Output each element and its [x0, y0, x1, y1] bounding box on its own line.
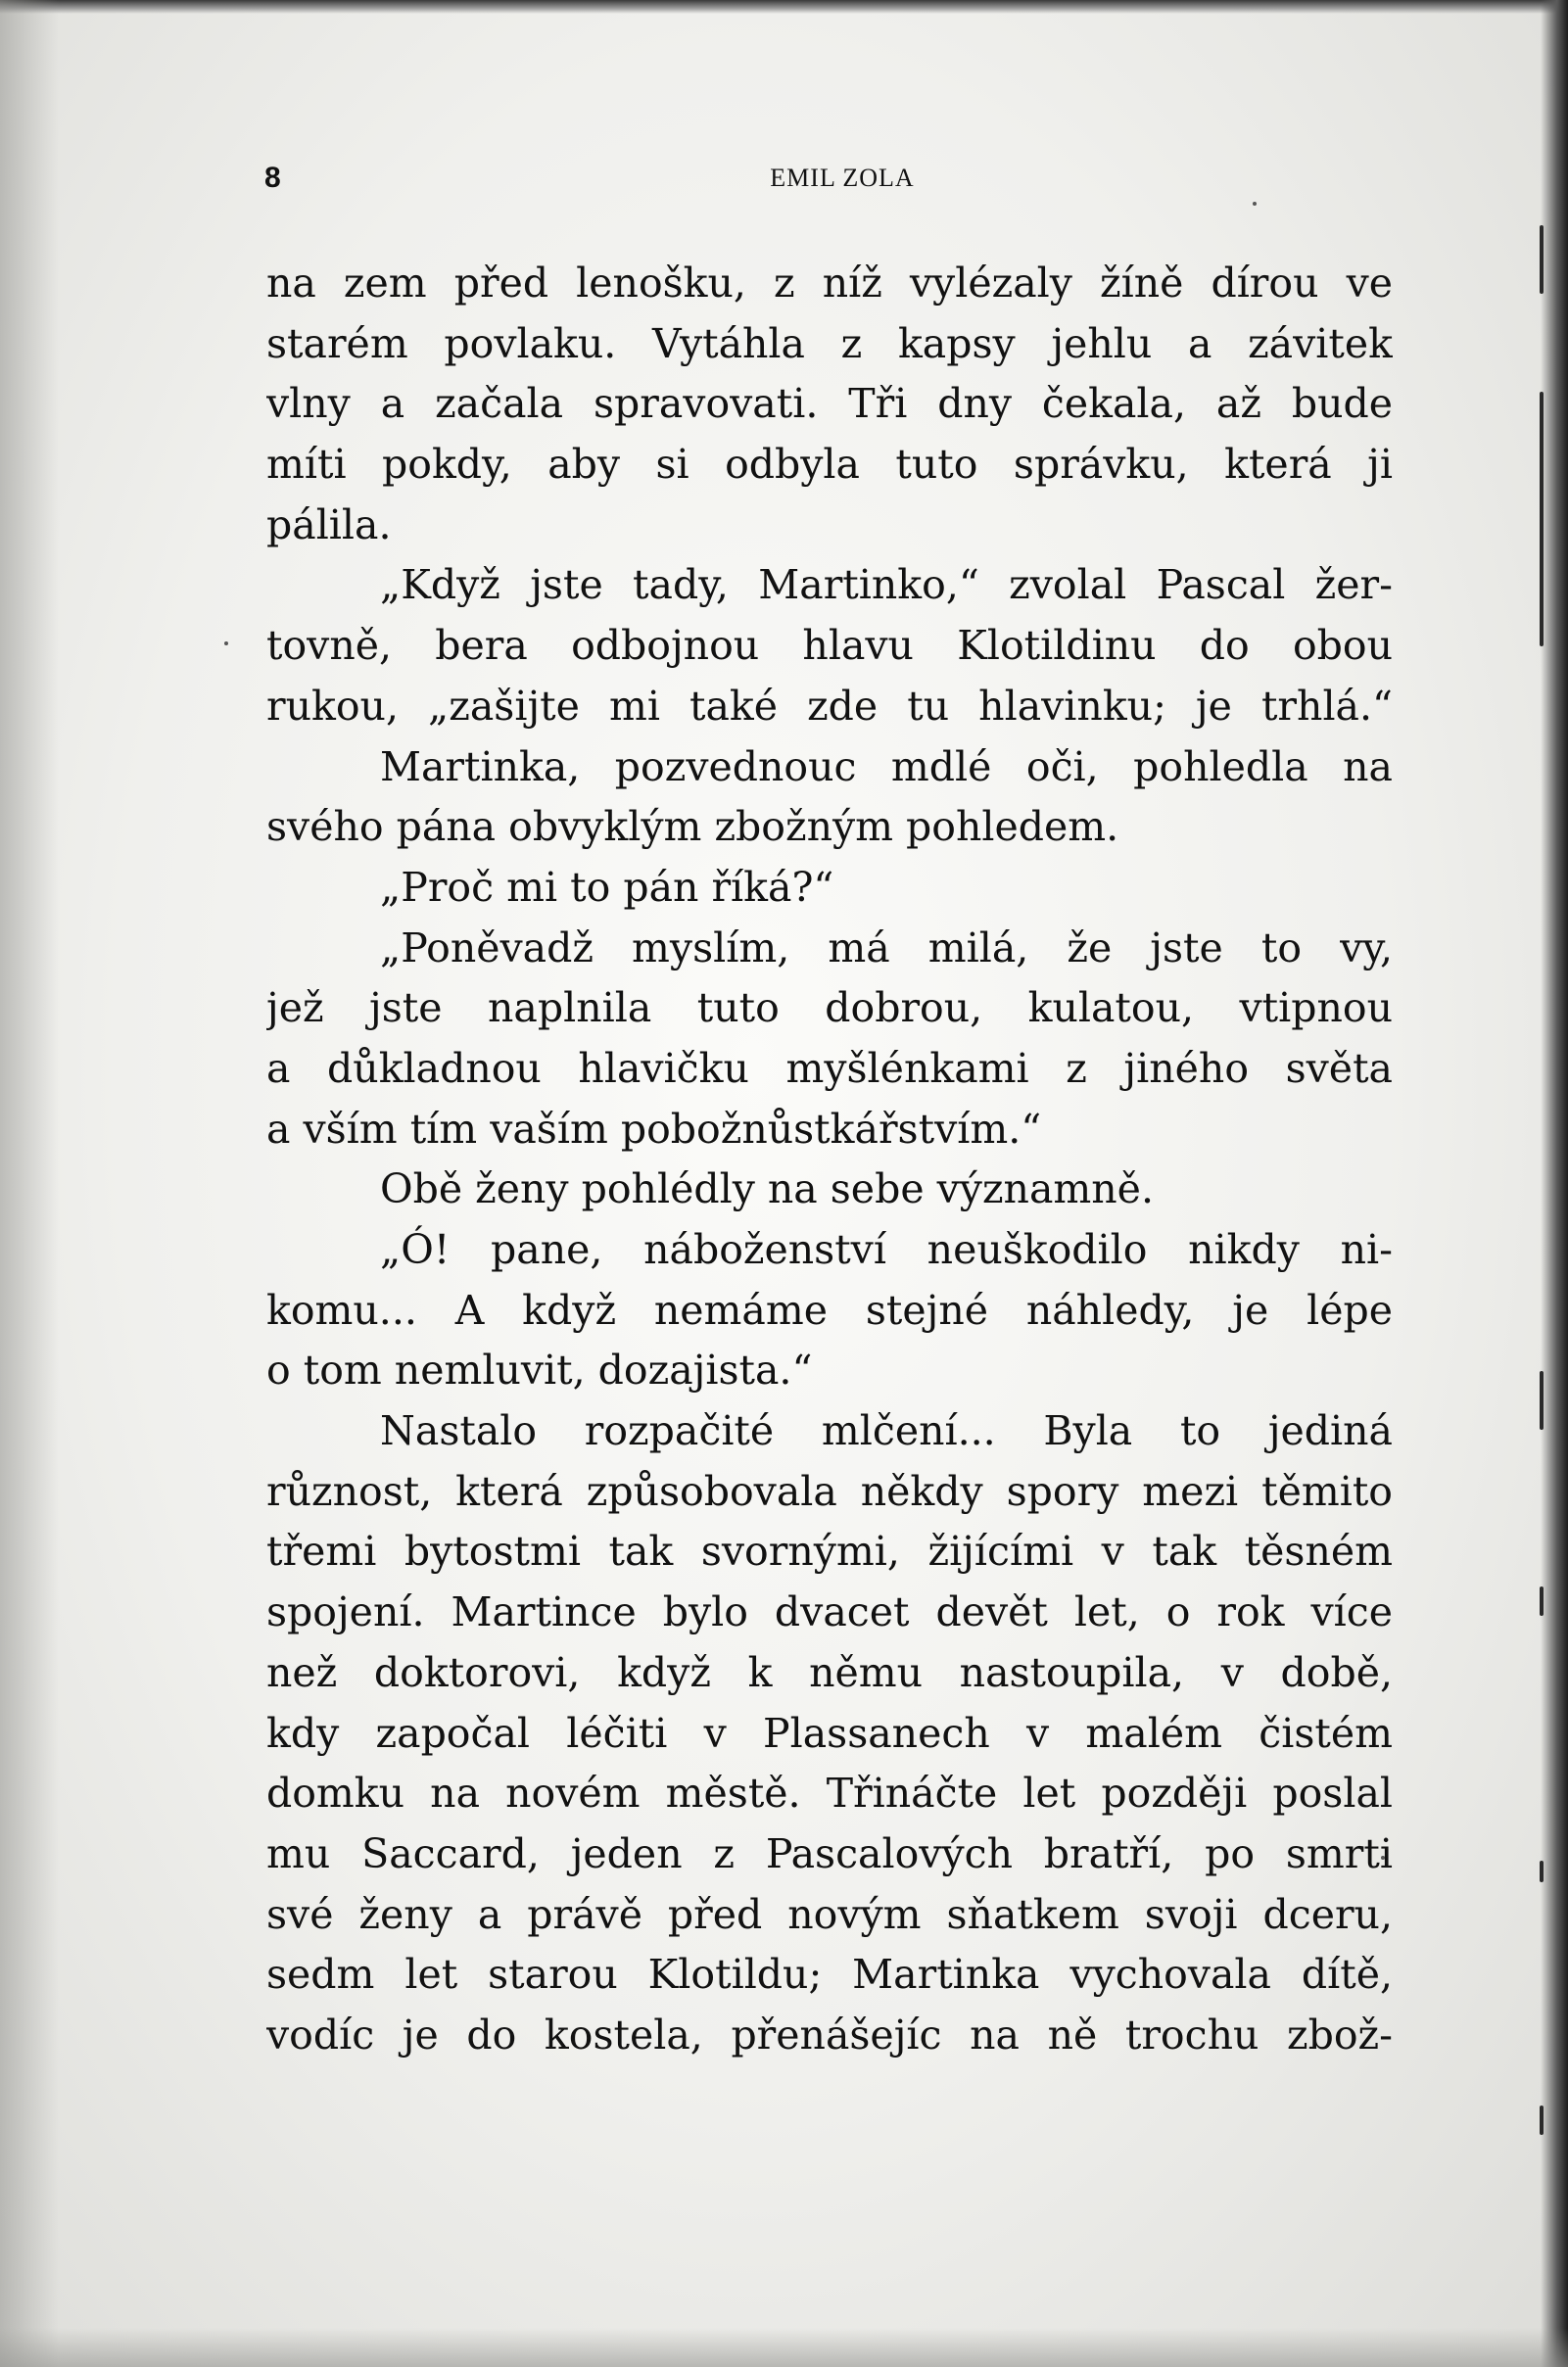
- text-line: a důkladnou hlavičku myšlénkami z jiného světa: [266, 1044, 1393, 1092]
- text-line: svého pána obvyklým zbožným pohledem.: [266, 803, 1119, 851]
- text-line: třemi bytostmi tak svornými, žijícími v tak těsném: [266, 1528, 1393, 1576]
- text-line: pálila.: [266, 500, 392, 548]
- body-text: [266, 254, 1393, 2066]
- text-line: o tom nemluvit, dozajista.“: [266, 1347, 813, 1395]
- text-line: Obě ženy pohlédly na sebe významně.: [380, 1165, 1154, 1213]
- text-line: starém povlaku. Vytáhla z kapsy jehlu a závitek: [266, 319, 1393, 367]
- text-line: mu Saccard, jeden z Pascalových bratří, po smrti: [266, 1829, 1393, 1877]
- text-line: vodíc je do kostela, přenášejíc na ně trochu zbož-: [266, 2011, 1393, 2059]
- text-line: domku na novém městě. Třináčte let později poslal: [266, 1770, 1393, 1818]
- page-left-shadow: [0, 0, 59, 2367]
- text-line: na zem před lenošku, z níž vylézaly žíně dírou ve: [266, 260, 1393, 307]
- print-bleed-mark: [1540, 2106, 1544, 2135]
- text-line: a vším tím vaším pobožnůstkářstvím.“: [266, 1105, 1042, 1153]
- text-line: jež jste naplnila tuto dobrou, kulatou, vtipnou: [266, 984, 1393, 1032]
- text-line: vlny a začala spravovati. Tři dny čekala, až bude: [266, 380, 1393, 428]
- print-bleed-mark: [1540, 1371, 1544, 1430]
- text-line: Martinka, pozvednouc mdlé oči, pohledla na: [380, 742, 1393, 790]
- scan-speck: [224, 641, 228, 645]
- running-head-author: EMIL ZOLA: [770, 164, 915, 192]
- text-line: Nastalo rozpačité mlčení... Byla to jediná: [380, 1407, 1393, 1455]
- text-line: kdy započal léčiti v Plassanech v malém čistém: [266, 1709, 1393, 1757]
- print-bleed-mark: [1540, 392, 1544, 646]
- text-line: „Když jste tady, Martinko,“ zvolal Pascal žer-: [380, 561, 1393, 609]
- text-line: své ženy a právě před novým sňatkem svoji dceru,: [266, 1890, 1393, 1938]
- scan-speck: [1253, 202, 1257, 206]
- text-line: míti pokdy, aby si odbyla tuto správku, která ji: [266, 441, 1393, 489]
- print-bleed-mark: [1540, 1586, 1544, 1616]
- text-line: spojení. Martince bylo dvacet devět let, o rok více: [266, 1588, 1393, 1636]
- text-line: „Proč mi to pán říká?“: [380, 863, 834, 911]
- text-line: než doktorovi, když k němu nastoupila, v době,: [266, 1648, 1393, 1696]
- page-bottom-shadow: [0, 2328, 1568, 2367]
- page-top-edge: [0, 0, 1568, 14]
- text-line: komu... A když nemáme stejné náhledy, je lépe: [266, 1286, 1393, 1334]
- page-header: [264, 159, 1391, 198]
- text-line: rukou, „zašijte mi také zde tu hlavinku; je trhlá.“: [266, 682, 1393, 730]
- page-number: 8: [264, 162, 281, 194]
- text-line: sedm let starou Klotildu; Martinka vychovala dítě,: [266, 1951, 1393, 1999]
- page-right-edge: [1541, 0, 1568, 2367]
- print-bleed-mark: [1540, 1861, 1544, 1882]
- text-line: „Ó! pane, náboženství neuškodilo nikdy ni-: [380, 1226, 1393, 1273]
- text-line: „Poněvadž myslím, má milá, že jste to vy,: [380, 923, 1393, 971]
- text-line: tovně, bera odbojnou hlavu Klotildinu do obou: [266, 622, 1393, 670]
- text-line: různost, která způsobovala někdy spory mezi těmito: [266, 1467, 1393, 1515]
- print-bleed-mark: [1540, 225, 1544, 294]
